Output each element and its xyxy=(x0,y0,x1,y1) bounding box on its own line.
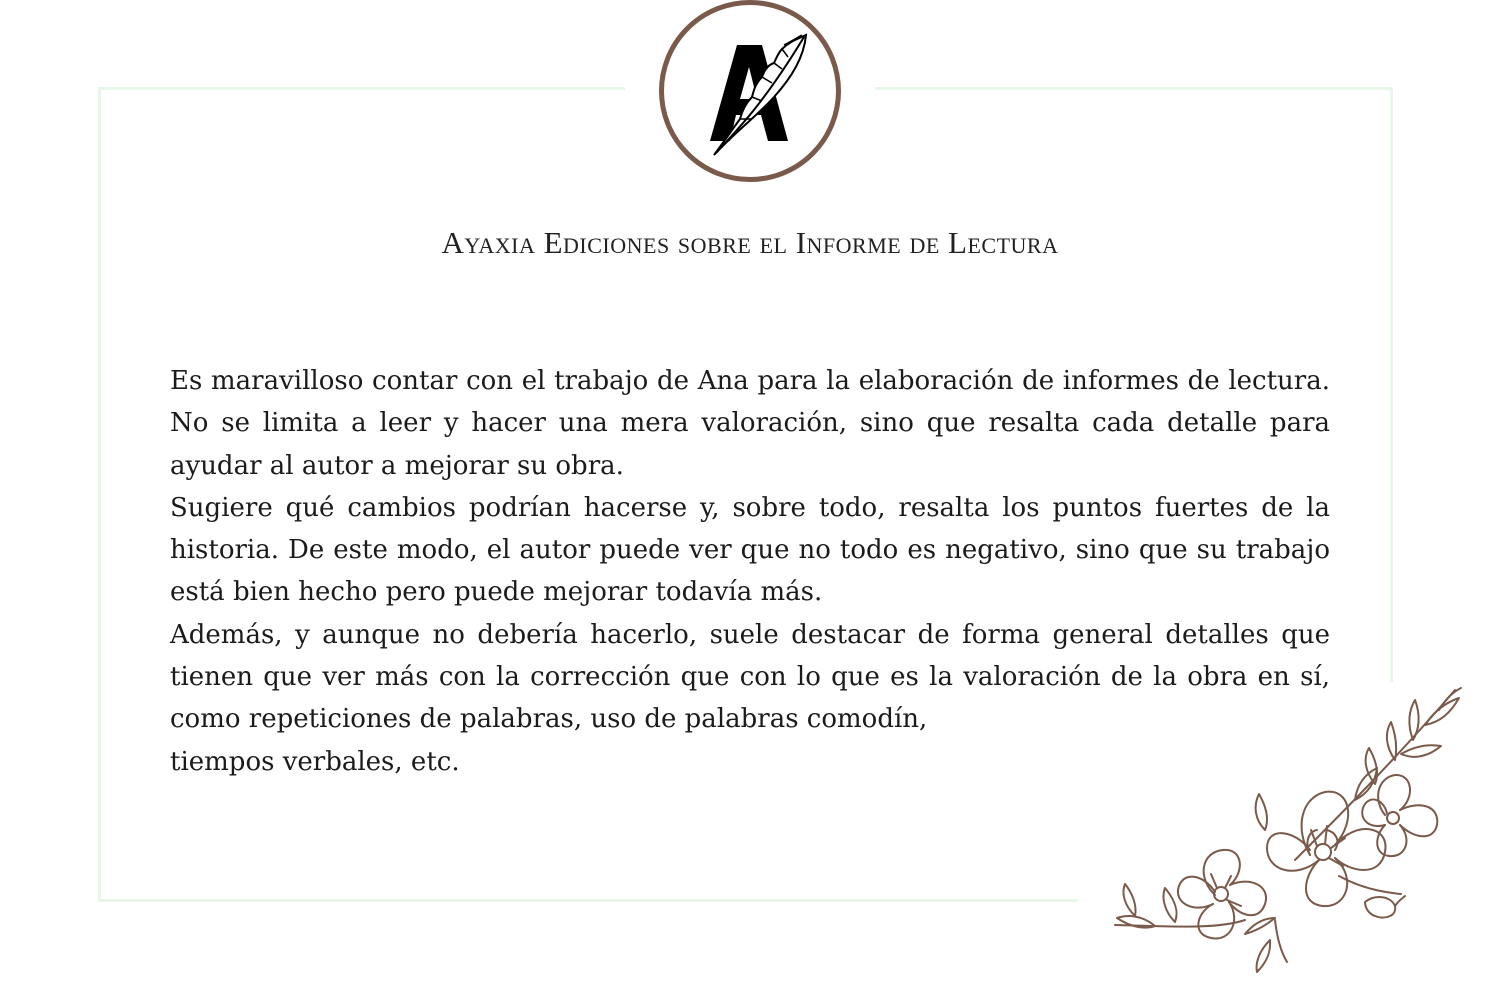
frame-left xyxy=(98,87,101,902)
frame-right xyxy=(1390,87,1393,682)
paragraph-1: Es maravilloso contar con el trabajo de Ana para la elaboración de informes de lectura. No se limita a leer y hacer una mera valoración, sino que resalta cada detalle para ayudar al autor a mejorar su obra. xyxy=(170,366,1330,481)
page-title: Ayaxia Ediciones sobre el Informe de Lectura xyxy=(441,225,1059,260)
frame-bottom xyxy=(98,899,1078,902)
paragraph-4: tiempos verbales, etc. xyxy=(170,746,460,777)
floral-decoration-icon xyxy=(1095,680,1475,980)
frame-top-right xyxy=(875,87,1393,90)
paragraph-2: Sugiere qué cambios podrían hacerse y, sobre todo, resalta los puntos fuertes de la historia. De este modo, el autor puede ver que no todo es negativo, sino que su trabajo está bien hecho pero puede mejorar todavía más. xyxy=(170,492,1330,608)
frame-top-left xyxy=(98,87,625,90)
paragraph-3: Además, y aunque no debería hacerlo, suele destacar de forma general detalles que tienen que ver más con la corrección que con lo que es la valoración de la obra en sí, como repeticiones de palabras, uso de palabras comodín, xyxy=(170,619,1330,735)
logo-a-quill-icon xyxy=(664,5,836,177)
logo xyxy=(659,0,841,182)
